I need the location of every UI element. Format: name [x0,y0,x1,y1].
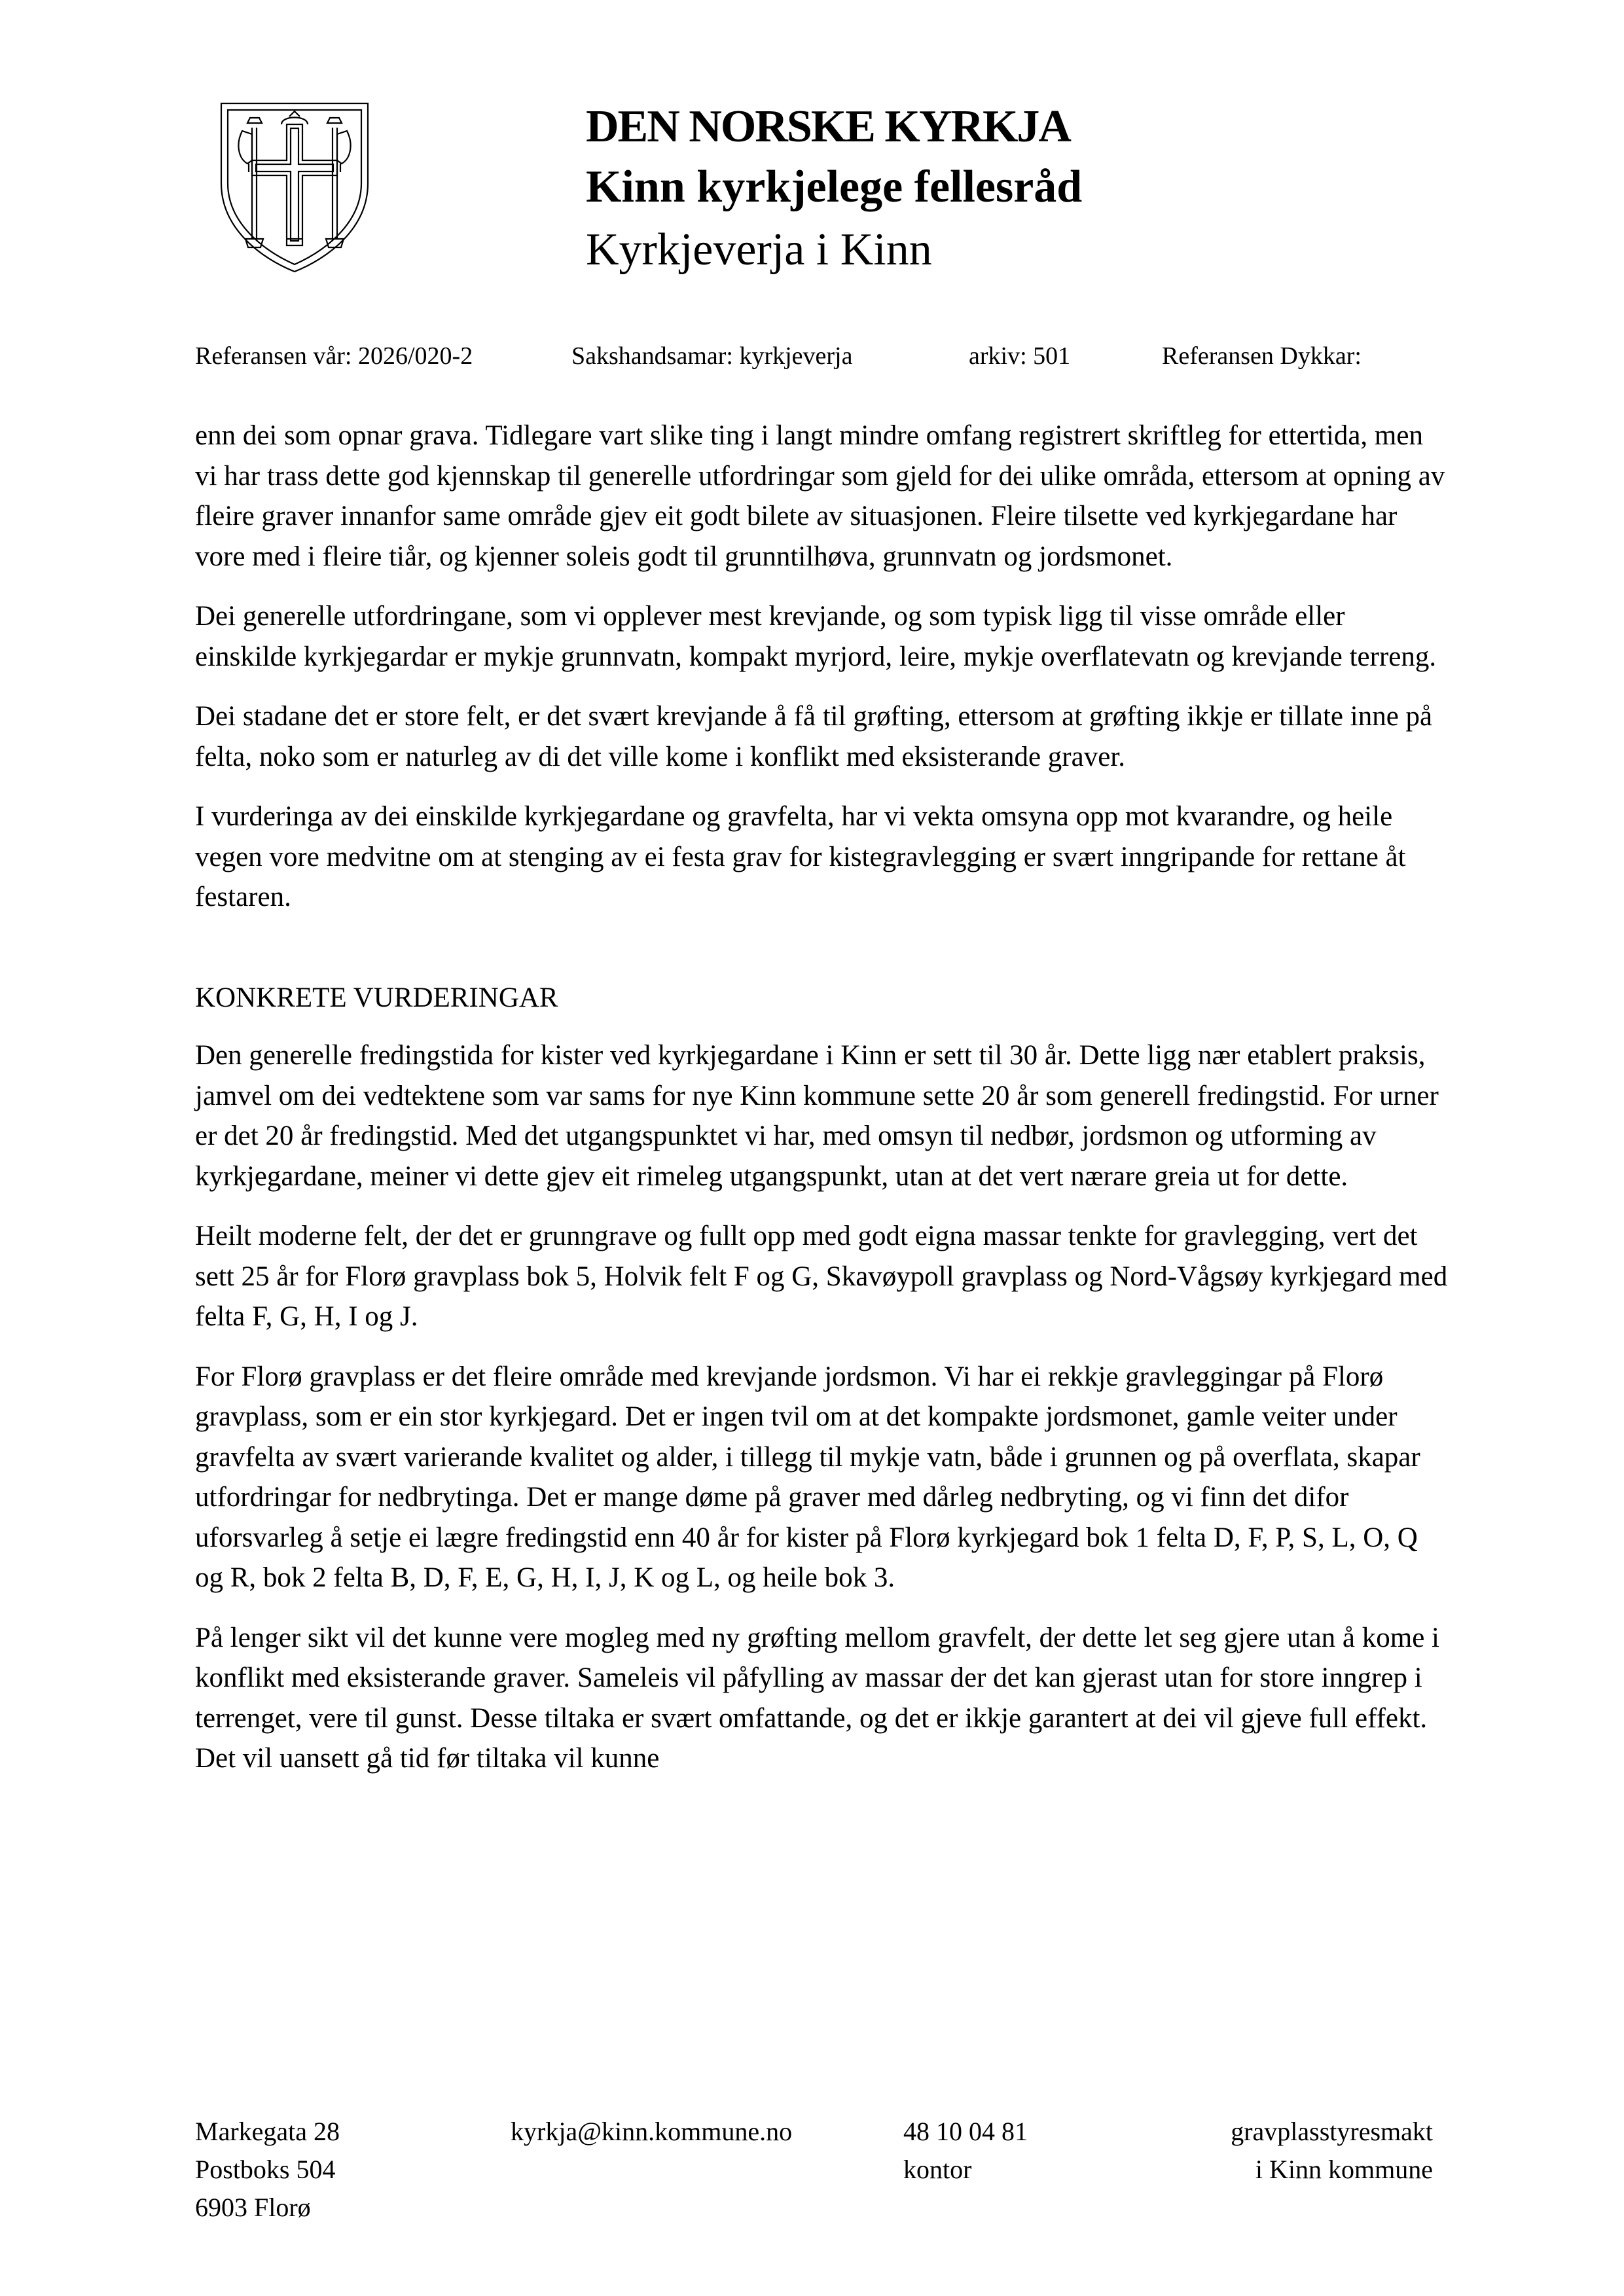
paragraph: På lenger sikt vil det kunne vere mogleg med ny grøfting mellom gravfelt, der dette let seg gjere utan å kome i konflikt med eksisterande graver. Sameleis vil påfylling av massar der det kan gjerast utan for store inngrep i terrenget, vere til gunst. Desse tiltaka er svært omfattande, og det er ikkje garantert at dei vil gjeve full effekt. Det vil uansett gå tid før tiltaka vil kunne [195,1622,1439,1774]
paragraph: Dei generelle utfordringane, som vi opplever mest krevjande, og som typisk ligg til visse område eller einskilde kyrkjegardar er mykje grunnvatn, kompakt myrjord, leire, mykje overflatevatn og krevjande terreng. [195,601,1437,672]
footer-phone [903,2113,1028,2189]
email-address: kyrkja@kinn.kommune.no [511,2117,793,2146]
archive-number: arkiv: 501 [969,342,1071,370]
org-office: Kyrkjeverja i Kinn [586,224,932,275]
paragraph: enn dei som opnar grava. Tidlegare vart slike ting i langt mindre omfang registrert skriftleg for ettertida, men vi har trass dette god kjennskap til generelle utfordringar som gjeld for dei ulike områda, ettersom at opning av fleire graver innanfor same område gjev eit godt bilete av situasjonen. Fleire tilsette ved kyrkjegardane har vore med i fleire tiår, og kjenner soleis godt til grunntilhøva, grunnvatn og jordsmonet. [195,420,1445,572]
footer-address [195,2113,340,2227]
organization-header [586,98,1082,281]
paragraph: I vurderinga av dei einskilde kyrkjegardane og gravfelta, har vi vekta omsyna opp mot kvarandre, og heile vegen vore medvitne om at stenging av ei festa grav for kistegravlegging er svært inngripande for rettane åt festaren. [195,801,1406,912]
case-handler: Sakshandsamar: kyrkjeverja [571,342,853,370]
paragraph: Dei stadane det er store felt, er det svært krevjande å få til grøfting, ettersom at grøfting ikkje er tillate inne på felta, noko som er naturleg av di det ville kome i konflikt med eksisterande graver. [195,701,1433,772]
paragraph: Heilt moderne felt, der det er grunngrave og fullt opp med godt eigna massar tenkte for gravlegging, vert det sett 25 år for Florø gravplass bok 5, Holvik felt F og G, Skavøypoll gravplass og Nord-Vågsøy kyrkjegard med felta F, G, H, I og J. [195,1221,1448,1332]
authority-line: i Kinn kommune [1255,2155,1433,2184]
paragraph: For Florø gravplass er det fleire område med krevjande jordsmon. Vi har ei rekkje gravleggingar på Florø gravplass, som er ein stor kyrkjegard. Det er ingen tvil om at det kompakte jordsmonet, gamle veiter under gravfelta av svært varierande kvalitet og alder, i tillegg til mykje vatn, både i grunnen og på overflata, skapar utfordringar for nedbrytinga. Det er mange døme på graver med dårleg nedbryting, og vi finn det difor uforsvarleg å setje ei lægre fredingstid enn 40 år for kister på Florø kyrkjegard bok 1 felta D, F, P, S, L, O, Q og R, bok 2 felta B, D, F, E, G, H, I, J, K og L, og heile bok 3. [195,1361,1420,1593]
address-city: 6903 Florø [195,2193,311,2222]
address-postbox: Postboks 504 [195,2155,336,2184]
authority-line: gravplasstyresmakt [1231,2117,1433,2146]
paragraph: Den generelle fredingstida for kister ved kyrkjegardane i Kinn er sett til 30 år. Dette ligg nær etablert praksis, jamvel om dei vedtektene som var sams for nye Kinn kommune sette 20 år som generell fredingstid. For urner er det 20 år fredingstid. Med det utgangspunktet vi har, med omsyn til nedbør, jordsmon og utforming av kyrkjegardane, meiner vi dette gjev eit rimeleg utgangspunkt, utan at det vert nærare greia ut for dette. [195,1040,1439,1192]
church-shield-logo [216,98,373,275]
our-reference: Referansen vår: 2026/020-2 [195,342,473,370]
section-heading: KONKRETE VURDERINGAR [195,982,558,1013]
footer-authority [1231,2113,1433,2189]
letter-body [195,416,1452,1799]
phone-number: 48 10 04 81 [903,2117,1028,2146]
your-reference: Referansen Dykkar: [1162,342,1362,370]
footer-email [511,2113,792,2151]
org-council: Kinn kyrkjelege fellesråd [586,162,1083,212]
org-name: DEN NORSKE KYRKJA [586,101,1070,152]
address-street: Markegata 28 [195,2117,340,2146]
phone-label: kontor [903,2155,972,2184]
